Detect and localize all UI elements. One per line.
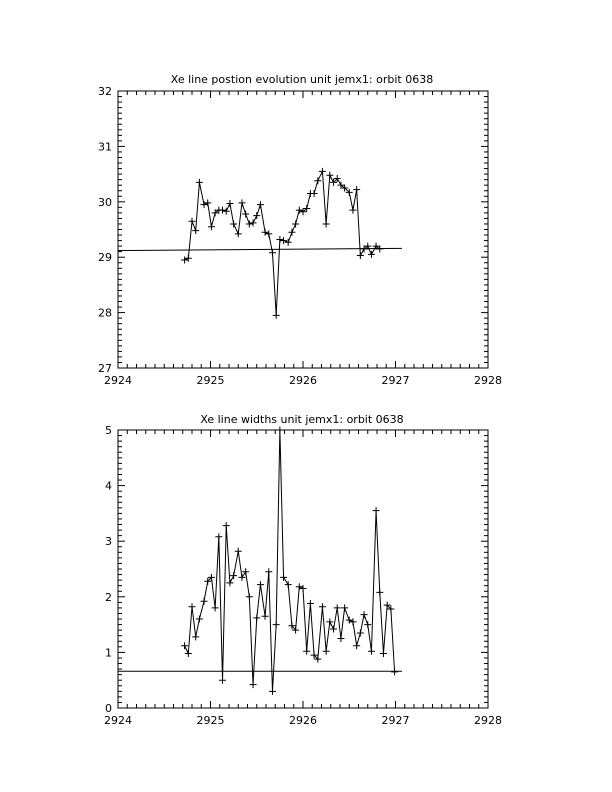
x-tick-label: 2926 xyxy=(289,714,317,727)
x-tick-label: 2925 xyxy=(196,374,225,387)
x-tick-label: 2927 xyxy=(381,714,410,727)
y-tick-label: 31 xyxy=(98,140,112,154)
x-tick-label: 2924 xyxy=(104,374,132,387)
y-tick-label: 2 xyxy=(105,590,112,604)
y-tick-label: 1 xyxy=(105,646,112,660)
y-tick-label: 28 xyxy=(98,306,112,320)
y-tick-label: 3 xyxy=(105,535,112,549)
chart-title: Xe line postion evolution unit jemx1: orbit 0638 xyxy=(170,73,434,86)
y-tick-label: 32 xyxy=(98,85,112,98)
y-tick-label: 0 xyxy=(105,702,112,715)
x-tick-label: 2924 xyxy=(104,714,132,727)
x-tick-label: 2925 xyxy=(196,714,225,727)
x-tick-label: 2927 xyxy=(381,374,410,387)
x-tick-label: 2926 xyxy=(289,374,317,387)
y-tick-label: 30 xyxy=(98,195,112,209)
x-tick-label: 2928 xyxy=(474,714,502,727)
y-tick-label: 4 xyxy=(105,479,112,493)
x-tick-label: 2928 xyxy=(474,374,502,387)
y-tick-label: 5 xyxy=(105,424,112,437)
chart-title: Xe line widths unit jemx1: orbit 0638 xyxy=(200,413,404,426)
y-tick-label: 29 xyxy=(98,251,112,265)
y-tick-label: 27 xyxy=(98,362,112,375)
